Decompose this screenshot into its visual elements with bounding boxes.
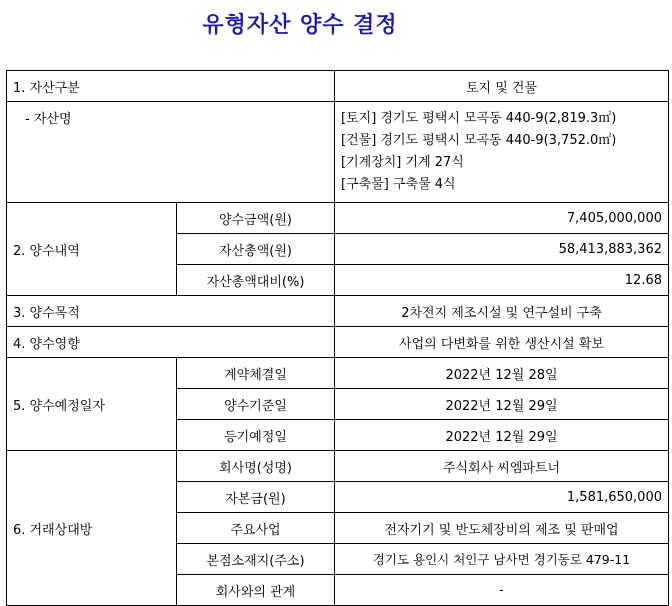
document-title: 유형자산 양수 결정	[202, 12, 398, 38]
registration-date-label: 등기예정일	[177, 420, 335, 451]
company-name-label: 회사명(성명)	[177, 451, 335, 482]
transfer-label: 2. 양수내역	[7, 203, 177, 296]
asset-ratio-value: 12.68	[335, 265, 669, 296]
schedule-label: 5. 양수예정일자	[7, 358, 177, 451]
relationship-label: 회사와의 관계	[177, 575, 335, 606]
purpose-label: 3. 양수목적	[7, 296, 335, 327]
company-name-value: 주식회사 씨엠파트너	[335, 451, 669, 482]
table-row	[7, 296, 669, 327]
table-row	[7, 451, 669, 482]
table-row	[7, 203, 669, 234]
table-row	[7, 327, 669, 358]
table-row	[7, 102, 669, 203]
asset-name-label: - 자산명	[7, 102, 335, 203]
table-row	[7, 358, 669, 389]
asset-name-line: [건물] 경기도 평택시 모곡동 440-9(3,752.0㎡)	[341, 133, 617, 148]
asset-ratio-label: 자산총액대비(%)	[177, 265, 335, 296]
hq-address-label: 본점소재지(주소)	[177, 544, 335, 575]
total-assets-value: 58,413,883,362	[335, 234, 669, 265]
asset-name-line: [토지] 경기도 평택시 모곡동 440-9(2,819.3㎡)	[341, 111, 617, 126]
table-row	[7, 71, 669, 102]
counterparty-label: 6. 거래상대방	[7, 451, 177, 606]
contract-date-value: 2022년 12월 28일	[335, 358, 669, 389]
asset-name-line: [구축물] 구축물 4식	[341, 177, 456, 192]
asset-name-line: [기계장치] 기계 27식	[341, 155, 464, 170]
impact-label: 4. 양수영향	[7, 327, 335, 358]
total-assets-label: 자산총액(원)	[177, 234, 335, 265]
transfer-amount-label: 양수금액(원)	[177, 203, 335, 234]
capital-value: 1,581,650,000	[335, 482, 669, 513]
base-date-value: 2022년 12월 29일	[335, 389, 669, 420]
disclosure-table	[6, 70, 669, 606]
registration-date-value: 2022년 12월 29일	[335, 420, 669, 451]
asset-type-value: 토지 및 건물	[335, 71, 669, 102]
impact-value: 사업의 다변화를 위한 생산시설 확보	[335, 327, 669, 358]
base-date-label: 양수기준일	[177, 389, 335, 420]
transfer-amount-value: 7,405,000,000	[335, 203, 669, 234]
main-business-label: 주요사업	[177, 513, 335, 544]
contract-date-label: 계약체결일	[177, 358, 335, 389]
hq-address-value: 경기도 용인시 처인구 남사면 경기동로 479-11	[335, 544, 669, 575]
asset-type-label: 1. 자산구분	[7, 71, 335, 102]
main-business-value: 전자기기 및 반도체장비의 제조 및 판매업	[335, 513, 669, 544]
relationship-value: -	[335, 575, 669, 606]
asset-name-value	[335, 102, 669, 203]
purpose-value: 2차전지 제조시설 및 연구설비 구축	[335, 296, 669, 327]
capital-label: 자본금(원)	[177, 482, 335, 513]
